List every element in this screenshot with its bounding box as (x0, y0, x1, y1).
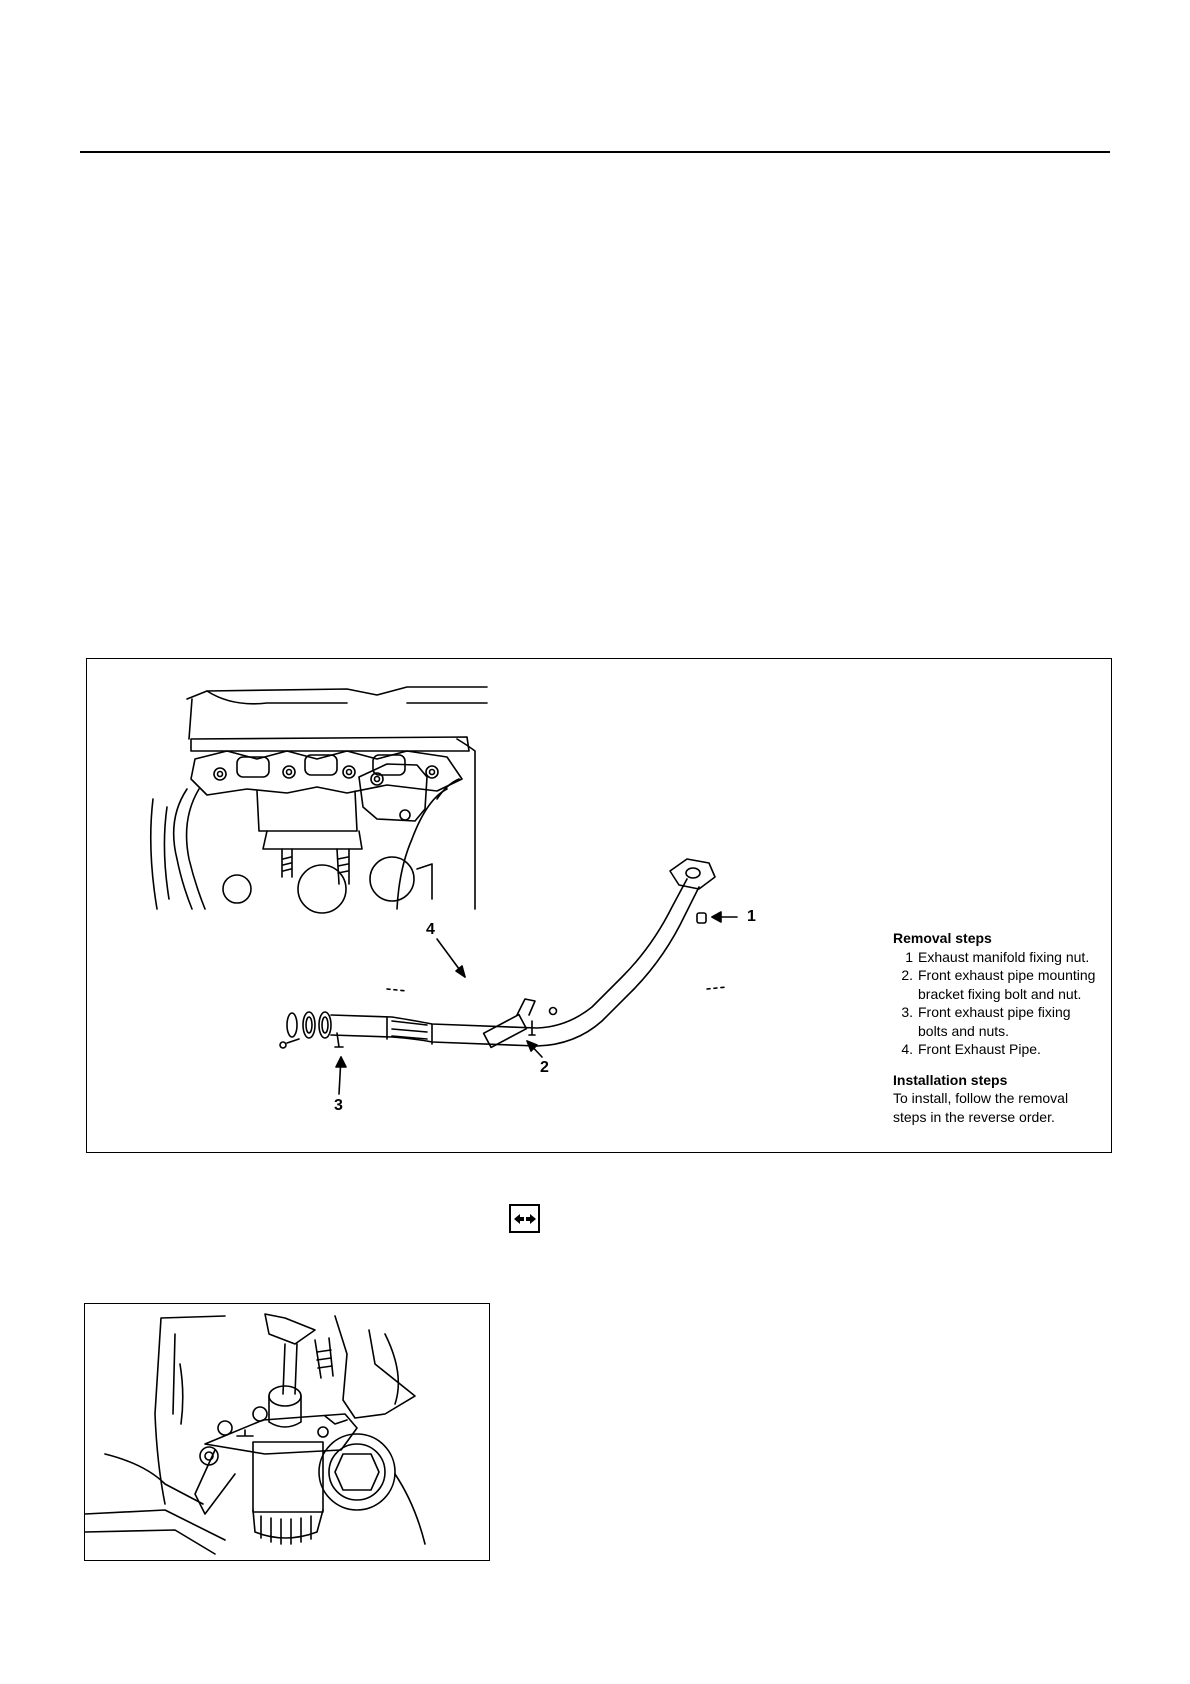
removal-step: 4. Front Exhaust Pipe. (901, 1041, 1041, 1057)
installation-line: steps in the reverse order. (893, 1108, 1055, 1125)
callout-2: 2 (540, 1059, 549, 1076)
header-rule (80, 151, 1110, 153)
front-exhaust-pipe-drawing (280, 859, 737, 1094)
removal-step: 2. Front exhaust pipe mounting (901, 967, 1096, 983)
removal-heading: Removal steps (893, 930, 992, 946)
installation-line: To install, follow the removal (893, 1090, 1069, 1106)
installation-heading: Installation steps (893, 1071, 1008, 1088)
callout-4: 4 (426, 921, 435, 938)
exhaust-pipe-figure (86, 658, 1112, 1153)
callout-3: 3 (334, 1097, 343, 1114)
removal-step: bolts and nuts. (918, 1022, 1010, 1039)
double-arrow-icon (509, 1204, 540, 1233)
callout-1: 1 (747, 908, 756, 925)
engine-manifold-drawing (151, 687, 487, 913)
removal-step: 3. Front exhaust pipe fixing (901, 1004, 1071, 1020)
oil-filter-illustration (85, 1304, 490, 1561)
oil-filter-figure (84, 1303, 490, 1561)
arrow-glyph (513, 1212, 537, 1226)
removal-step: bracket fixing bolt and nut. (918, 985, 1082, 1002)
steps-legend (893, 929, 1118, 1126)
removal-step: 1 Exhaust manifold fixing nut. (905, 948, 1090, 965)
